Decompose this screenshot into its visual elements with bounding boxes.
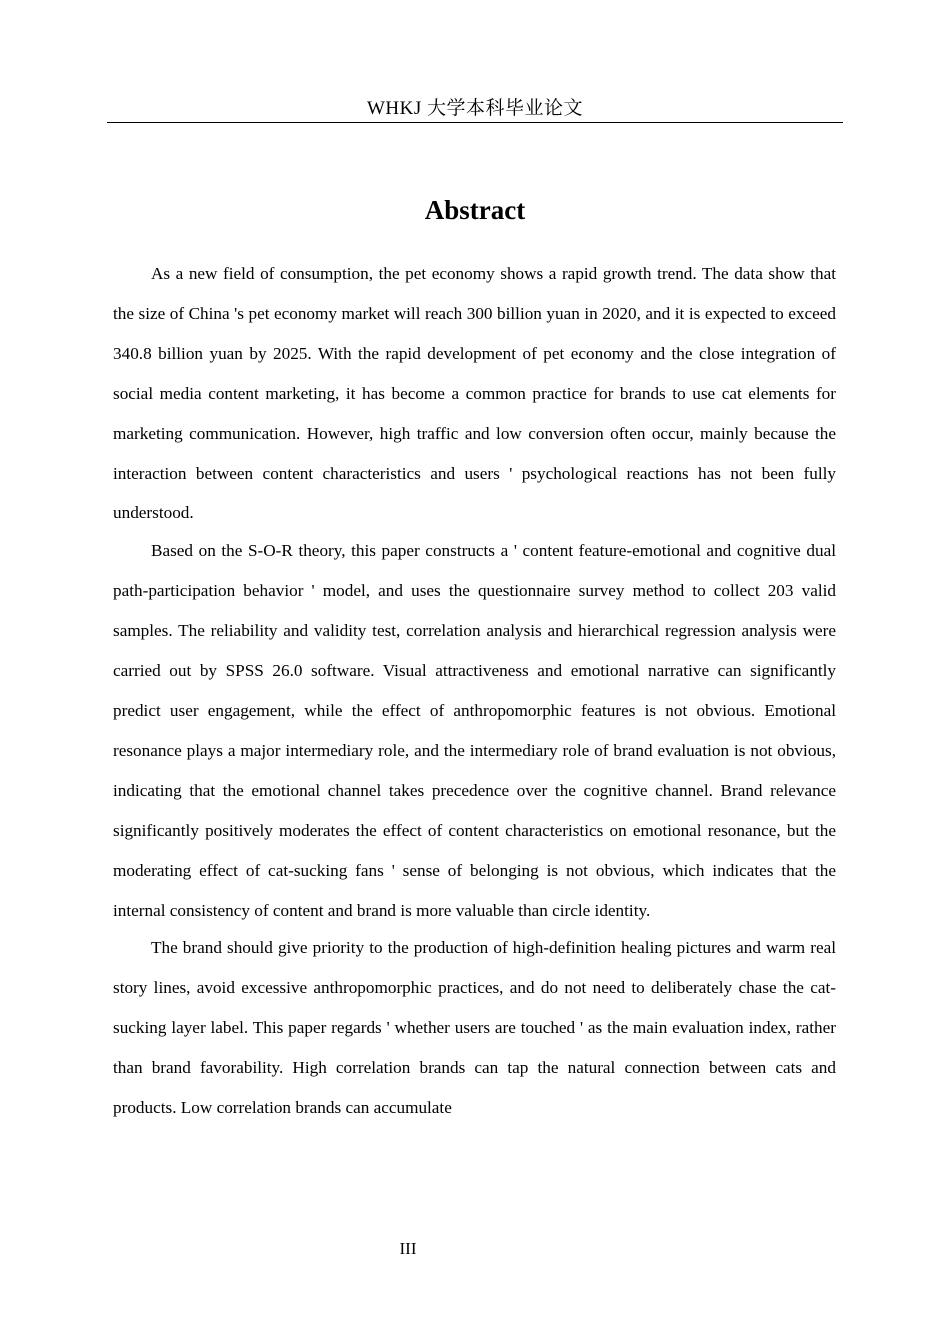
abstract-paragraph-2: Based on the S-O-R theory, this paper constructs a ' content feature-emotional and cognitive dual path-participation behavior ' model, and uses the questionnaire survey method to collect 203 valid samples. The reliability and validity test, correlation analysis and hierarchical regression analysis were carried out by SPSS 26.0 software. Visual attractiveness and emotional narrative can significantly predict user engagement, while the effect of anthropomorphic features is not obvious. Emotional resonance plays a major intermediary role, and the intermediary role of brand evaluation is not obvious, indicating that the emotional channel takes precedence over the cognitive channel. Brand relevance significantly positively moderates the effect of content characteristics on emotional resonance, but the moderating effect of cat-sucking fans ' sense of belonging is not obvious, which indicates that the internal consistency of content and brand is more valuable than circle identity. (113, 541, 836, 920)
abstract-paragraph-1: As a new field of consumption, the pet economy shows a rapid growth trend. The data show that the size of China 's pet economy market will reach 300 billion yuan in 2020, and it is expected to exceed 340.8 billion yuan by 2025. With the rapid development of pet economy and the close integration of social media content marketing, it has become a common practice for brands to use cat elements for marketing communication. However, high traffic and low conversion often occur, mainly because the interaction between content characteristics and users ' psychological reactions has not been fully understood. (113, 264, 836, 523)
page-number: III (399, 1239, 417, 1258)
abstract-paragraph-3: The brand should give priority to the production of high-definition healing pictures and warm real story lines, avoid excessive anthropomorphic practices, and do not need to deliberately chase the cat-sucking layer label. This paper regards ' whether users are touched ' as the main evaluation index, rather than brand favorability. High correlation brands can tap the natural connection between cats and products. Low correlation brands can accumulate (113, 938, 836, 1118)
abstract-title: Abstract (424, 195, 526, 226)
abstract-body (113, 254, 836, 1126)
header-divider (107, 122, 843, 123)
running-header: WHKJ 大学本科毕业论文 (366, 98, 584, 119)
